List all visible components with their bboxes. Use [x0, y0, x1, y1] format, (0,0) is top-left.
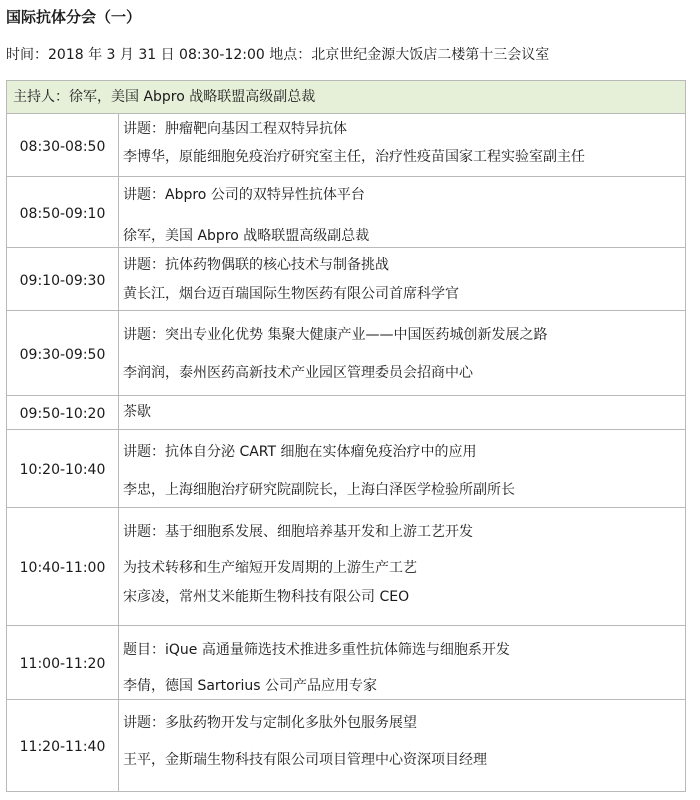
session-row: [7, 396, 686, 430]
session-content: [119, 430, 686, 508]
session-detail: 黄长江，烟台迈百瑞国际生物医药有限公司首席科学官: [123, 286, 459, 302]
session-row: [7, 508, 686, 626]
time-place-line: 时间：2018 年 3 月 31 日 08:30-12:00 地点：北京世纪金源大饭店二楼第十三会议室: [6, 47, 550, 63]
session-row: [7, 430, 686, 508]
session-time: 09:50-10:20: [7, 396, 119, 430]
session-time: 09:30-09:50: [7, 311, 119, 396]
session-row: [7, 177, 686, 248]
session-row: [7, 626, 686, 700]
session-content: [119, 114, 686, 177]
session-content: [119, 177, 686, 248]
page-title: 国际抗体分会（一）: [6, 8, 142, 26]
session-row: [7, 700, 686, 792]
session-detail: 李润润，泰州医药高新技术产业园区管理委员会招商中心: [123, 365, 473, 381]
session-topic: 讲题：多肽药物开发与定制化多肽外包服务展望: [123, 715, 417, 731]
session-content: [119, 508, 686, 626]
session-row: [7, 248, 686, 311]
session-content: [119, 700, 686, 792]
schedule-body: [7, 114, 686, 792]
session-detail: 李博华，原能细胞免疫治疗研究室主任，治疗性疫苗国家工程实验室副主任: [123, 149, 585, 165]
session-content: [119, 626, 686, 700]
session-detail: 李忠，上海细胞治疗研究院副院长，上海白泽医学检验所副所长: [123, 482, 515, 498]
session-topic: 讲题：肿瘤靶向基因工程双特异抗体: [123, 121, 347, 137]
session-row: [7, 114, 686, 177]
session-detail: 为技术转移和生产缩短开发周期的上游生产工艺: [123, 560, 417, 576]
session-topic: 讲题：Abpro 公司的双特异性抗体平台: [123, 187, 365, 203]
session-content: [119, 311, 686, 396]
session-time: 11:20-11:40: [7, 700, 119, 792]
session-content: [119, 396, 686, 430]
session-topic: 茶歇: [123, 404, 151, 420]
session-time: 10:20-10:40: [7, 430, 119, 508]
session-time: 08:30-08:50: [7, 114, 119, 177]
session-topic: 题目：iQue 高通量筛选技术推进多重性抗体筛选与细胞系开发: [123, 642, 510, 658]
session-row: [7, 311, 686, 396]
host-row: 主持人：徐军，美国 Abpro 战略联盟高级副总裁: [6, 80, 686, 114]
session-topic: 讲题：基于细胞系发展、细胞培养基开发和上游工艺开发: [123, 524, 473, 540]
session-topic: 讲题：抗体自分泌 CART 细胞在实体瘤免疫治疗中的应用: [123, 444, 477, 460]
session-topic: 讲题：突出专业化优势 集聚大健康产业——中国医药城创新发展之路: [123, 327, 548, 343]
session-topic: 讲题：抗体药物偶联的核心技术与制备挑战: [123, 257, 389, 273]
session-time: 09:10-09:30: [7, 248, 119, 311]
session-detail: 王平，金斯瑞生物科技有限公司项目管理中心资深项目经理: [123, 752, 487, 768]
session-detail: 宋彦凌，常州艾米能斯生物科技有限公司 CEO: [123, 589, 410, 605]
session-detail: 徐军，美国 Abpro 战略联盟高级副总裁: [123, 228, 370, 244]
session-detail: 李倩，德国 Sartorius 公司产品应用专家: [123, 678, 377, 694]
session-time: 08:50-09:10: [7, 177, 119, 248]
session-time: 11:00-11:20: [7, 626, 119, 700]
schedule-table: [6, 113, 686, 792]
session-time: 10:40-11:00: [7, 508, 119, 626]
session-content: [119, 248, 686, 311]
